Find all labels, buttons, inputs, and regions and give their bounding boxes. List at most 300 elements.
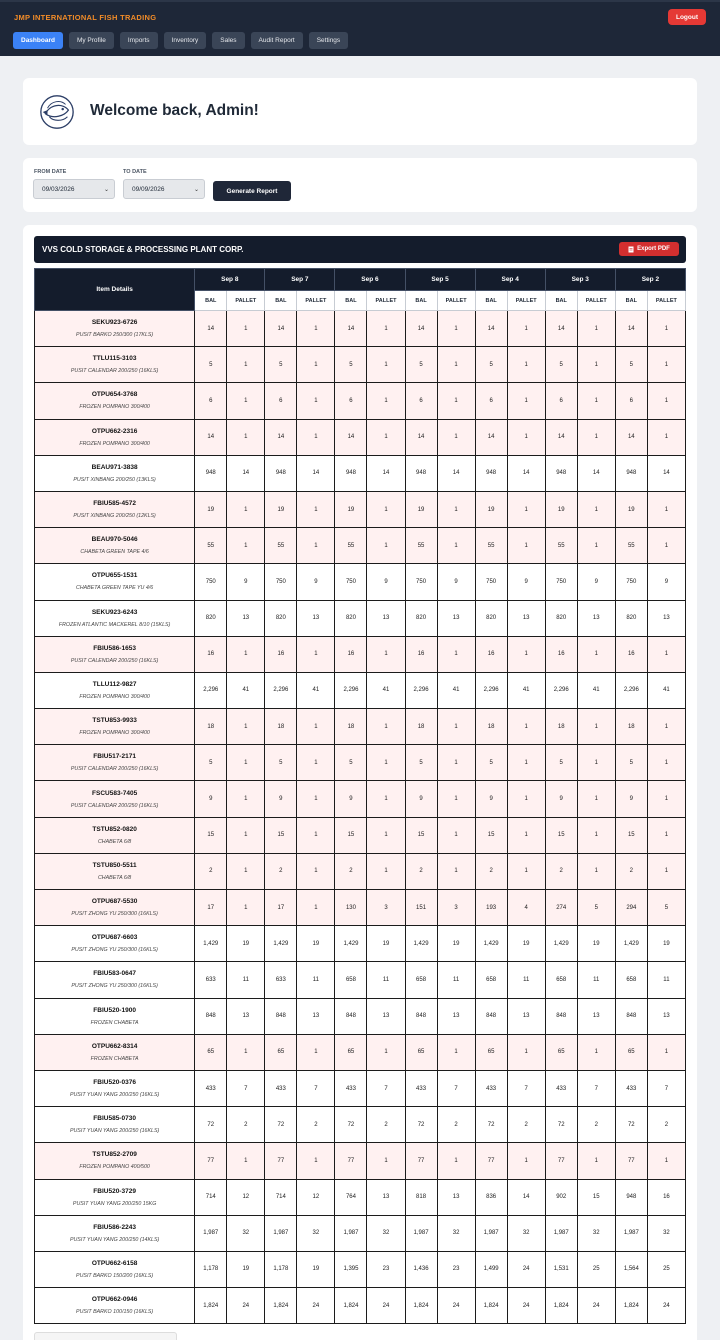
pallet-cell: 1 [437, 745, 475, 781]
pallet-cell: 1 [437, 1143, 475, 1179]
pallet-cell: 1 [507, 853, 545, 889]
nav-settings[interactable]: Settings [309, 32, 349, 49]
item-details-cell [35, 419, 195, 455]
pallet-cell: 13 [647, 998, 685, 1034]
bal-cell: 1,824 [265, 1288, 297, 1324]
pallet-subheader: PALLET [297, 291, 335, 311]
pallet-cell: 2 [507, 1107, 545, 1143]
bal-cell: 948 [615, 1179, 647, 1215]
welcome-heading: Welcome back, Admin! [90, 102, 259, 119]
table-row [35, 672, 686, 708]
pallet-cell: 1 [647, 347, 685, 383]
bal-cell: 5 [545, 347, 577, 383]
pallet-cell: 1 [507, 709, 545, 745]
pallet-cell: 1 [647, 853, 685, 889]
pallet-cell: 7 [437, 1070, 475, 1106]
bal-cell: 1,987 [335, 1215, 367, 1251]
item-description: PUSIT BARKO 250/300 (17KLS) [76, 332, 154, 339]
item-details-cell [35, 817, 195, 853]
item-code: FBIU583-0647 [93, 970, 136, 978]
pallet-cell: 1 [437, 709, 475, 745]
pallet-cell: 1 [367, 311, 405, 347]
pallet-cell: 11 [577, 962, 615, 998]
bal-cell: 948 [265, 455, 297, 491]
pallet-cell: 4 [507, 890, 545, 926]
pallet-cell: 7 [507, 1070, 545, 1106]
pallet-cell: 11 [507, 962, 545, 998]
pallet-cell: 1 [507, 383, 545, 419]
bal-cell: 6 [405, 383, 437, 419]
nav-imports[interactable]: Imports [120, 32, 158, 49]
pallet-cell: 1 [437, 528, 475, 564]
pallet-cell: 7 [227, 1070, 265, 1106]
pallet-cell: 13 [507, 998, 545, 1034]
date-filter-card [23, 158, 697, 212]
pallet-cell: 1 [577, 745, 615, 781]
bal-cell: 6 [335, 383, 367, 419]
bal-cell: 1,987 [405, 1215, 437, 1251]
item-description: CHABETA 6/8 [97, 874, 132, 881]
bal-subheader: BAL [405, 291, 437, 311]
bal-cell: 764 [335, 1179, 367, 1215]
item-description: PUSIT CALENDAR 200/250 (16KLS) [70, 368, 159, 375]
bal-cell: 750 [265, 564, 297, 600]
pallet-cell: 1 [297, 781, 335, 817]
bal-cell: 5 [545, 745, 577, 781]
pallet-cell: 2 [577, 1107, 615, 1143]
pallet-cell: 1 [367, 1034, 405, 1070]
pallet-cell: 13 [227, 600, 265, 636]
pallet-cell: 14 [507, 1179, 545, 1215]
bal-cell: 18 [265, 709, 297, 745]
pallet-cell: 1 [437, 817, 475, 853]
bal-cell: 65 [615, 1034, 647, 1070]
pallet-cell: 1 [297, 1143, 335, 1179]
fish-logo-icon [38, 93, 76, 131]
to-date-select[interactable] [123, 179, 205, 199]
table-row [35, 1107, 686, 1143]
pallet-cell: 1 [297, 890, 335, 926]
pallet-subheader: PALLET [227, 291, 265, 311]
pallet-cell: 1 [577, 311, 615, 347]
bal-cell: 18 [615, 709, 647, 745]
pallet-cell: 1 [227, 817, 265, 853]
export-pdf-label: Export PDF [637, 246, 670, 252]
bal-cell: 5 [335, 745, 367, 781]
item-description: FROZEN CHABETA [90, 1019, 139, 1026]
bal-cell: 433 [615, 1070, 647, 1106]
bal-cell: 2,296 [335, 672, 367, 708]
bal-cell: 14 [335, 311, 367, 347]
pallet-cell: 19 [577, 926, 615, 962]
bal-cell: 1,395 [335, 1251, 367, 1287]
item-description: CHABETA GREEN TAPE 4/6 [80, 549, 149, 556]
bal-cell: 948 [405, 455, 437, 491]
item-code: SEKU923-6243 [91, 608, 138, 616]
pallet-cell: 32 [297, 1215, 335, 1251]
pallet-cell: 32 [507, 1215, 545, 1251]
bal-cell: 72 [615, 1107, 647, 1143]
pallet-cell: 1 [577, 347, 615, 383]
item-code: SEKU923-6726 [91, 319, 138, 327]
pallet-cell: 1 [227, 636, 265, 672]
item-details-cell [35, 890, 195, 926]
item-details-cell [35, 1215, 195, 1251]
bal-cell: 1,824 [545, 1288, 577, 1324]
report-header [34, 236, 686, 263]
bal-cell: 6 [195, 383, 227, 419]
bal-cell: 6 [475, 383, 507, 419]
item-details-cell [35, 709, 195, 745]
pallet-cell: 1 [367, 853, 405, 889]
item-description: PUSIT YUAN YANG 200/250 15KG [72, 1200, 157, 1207]
pallet-cell: 1 [507, 817, 545, 853]
bal-cell: 714 [265, 1179, 297, 1215]
bal-cell: 948 [335, 455, 367, 491]
bal-cell: 5 [405, 745, 437, 781]
item-description: FROZEN POMPANO 400/500 [79, 1164, 150, 1171]
item-code: FBIU520-3729 [93, 1187, 136, 1195]
pallet-cell: 13 [437, 1179, 475, 1215]
pallet-cell: 32 [227, 1215, 265, 1251]
item-details-cell [35, 600, 195, 636]
pallet-subheader: PALLET [367, 291, 405, 311]
pallet-cell: 1 [297, 745, 335, 781]
item-description: PUSIT XINBANG 200/250 (13KLS) [73, 476, 156, 483]
item-code: OTPU687-5530 [91, 898, 138, 906]
bal-cell: 750 [545, 564, 577, 600]
pallet-cell: 19 [297, 1251, 335, 1287]
bal-cell: 750 [405, 564, 437, 600]
bal-cell: 433 [475, 1070, 507, 1106]
bal-cell: 1,564 [615, 1251, 647, 1287]
pallet-cell: 9 [577, 564, 615, 600]
item-code: TSTU852-0820 [92, 825, 137, 833]
date-column-header: Sep 2 [615, 269, 685, 291]
pallet-cell: 1 [647, 709, 685, 745]
pallet-cell: 1 [507, 311, 545, 347]
bal-cell: 77 [615, 1143, 647, 1179]
nav-audit-report[interactable]: Audit Report [251, 32, 303, 49]
bal-cell: 1,429 [615, 926, 647, 962]
pallet-cell: 14 [577, 455, 615, 491]
bal-cell: 9 [405, 781, 437, 817]
bal-cell: 14 [475, 419, 507, 455]
item-code: OTPU687-6603 [91, 934, 138, 942]
bal-cell: 633 [265, 962, 297, 998]
pallet-cell: 32 [647, 1215, 685, 1251]
bal-cell: 19 [195, 491, 227, 527]
bal-cell: 19 [405, 491, 437, 527]
table-row [35, 347, 686, 383]
pallet-cell: 2 [297, 1107, 335, 1143]
pallet-cell: 19 [367, 926, 405, 962]
pallet-cell: 13 [227, 998, 265, 1034]
pallet-cell: 1 [297, 419, 335, 455]
pallet-cell: 41 [507, 672, 545, 708]
pallet-cell: 1 [577, 709, 615, 745]
pallet-cell: 1 [507, 745, 545, 781]
item-code: OTPU655-1531 [91, 572, 138, 580]
bal-cell: 72 [545, 1107, 577, 1143]
table-row [35, 853, 686, 889]
pallet-cell: 1 [647, 383, 685, 419]
chevron-down-icon: ⌄ [103, 187, 109, 193]
pallet-cell: 1 [297, 709, 335, 745]
bal-cell: 15 [475, 817, 507, 853]
bal-cell: 14 [545, 311, 577, 347]
logout-button[interactable]: Logout [668, 9, 706, 25]
pallet-cell: 1 [437, 311, 475, 347]
pallet-cell: 19 [437, 926, 475, 962]
item-description: FROZEN POMPANO 300/400 [79, 693, 150, 700]
table-row [35, 1251, 686, 1287]
pallet-cell: 1 [227, 709, 265, 745]
bal-cell: 1,429 [545, 926, 577, 962]
pallet-cell: 1 [227, 1034, 265, 1070]
bal-cell: 1,429 [335, 926, 367, 962]
pallet-cell: 14 [367, 455, 405, 491]
bal-cell: 2,296 [615, 672, 647, 708]
pallet-cell: 1 [437, 853, 475, 889]
pallet-cell: 1 [227, 745, 265, 781]
pallet-cell: 41 [647, 672, 685, 708]
date-column-header: Sep 3 [545, 269, 615, 291]
pallet-cell: 1 [367, 383, 405, 419]
welcome-card [23, 78, 697, 145]
pallet-cell: 1 [367, 709, 405, 745]
item-details-cell [35, 564, 195, 600]
item-details-cell [35, 528, 195, 564]
pallet-cell: 11 [437, 962, 475, 998]
bal-cell: 55 [405, 528, 437, 564]
pallet-cell: 32 [367, 1215, 405, 1251]
table-row [35, 926, 686, 962]
bal-cell: 5 [265, 745, 297, 781]
pallet-cell: 1 [367, 781, 405, 817]
pallet-cell: 13 [367, 998, 405, 1034]
pallet-cell: 13 [577, 600, 615, 636]
bal-cell: 1,824 [615, 1288, 647, 1324]
bal-cell: 77 [545, 1143, 577, 1179]
table-row [35, 600, 686, 636]
bal-cell: 848 [545, 998, 577, 1034]
nav-my-profile[interactable]: My Profile [69, 32, 114, 49]
bal-cell: 16 [265, 636, 297, 672]
pallet-cell: 1 [577, 1143, 615, 1179]
pallet-cell: 2 [227, 1107, 265, 1143]
item-code: FBIU520-0376 [93, 1079, 136, 1087]
item-details-cell [35, 1179, 195, 1215]
item-code: TSTU850-5511 [92, 861, 137, 869]
pallet-cell: 1 [227, 890, 265, 926]
bal-cell: 1,987 [545, 1215, 577, 1251]
table-row [35, 1288, 686, 1324]
bal-cell: 14 [405, 311, 437, 347]
item-description: PUSIT CALENDAR 200/250 (16KLS) [70, 766, 159, 773]
pallet-cell: 11 [227, 962, 265, 998]
item-code: FBIU586-1653 [93, 644, 136, 652]
bal-cell: 2 [195, 853, 227, 889]
item-code: FBIU585-0730 [93, 1115, 136, 1123]
pallet-cell: 1 [647, 1143, 685, 1179]
pallet-cell: 1 [297, 528, 335, 564]
bal-cell: 15 [195, 817, 227, 853]
bal-cell: 16 [335, 636, 367, 672]
table-row [35, 890, 686, 926]
item-description: FROZEN POMPANO 300/400 [79, 730, 150, 737]
bal-cell: 55 [265, 528, 297, 564]
pallet-cell: 41 [367, 672, 405, 708]
pallet-cell: 1 [437, 781, 475, 817]
pallet-cell: 5 [577, 890, 615, 926]
nav-sales[interactable]: Sales [212, 32, 244, 49]
item-description: FROZEN CHABETA [90, 1055, 139, 1062]
export-pdf-button[interactable] [619, 242, 679, 256]
item-code: TTLU115-3103 [92, 355, 137, 363]
bal-cell: 14 [405, 419, 437, 455]
table-row [35, 564, 686, 600]
bal-cell: 77 [195, 1143, 227, 1179]
item-details-cell [35, 745, 195, 781]
bal-cell: 77 [335, 1143, 367, 1179]
pallet-cell: 1 [647, 745, 685, 781]
bal-cell: 1,499 [475, 1251, 507, 1287]
pallet-cell: 11 [367, 962, 405, 998]
pallet-cell: 14 [437, 455, 475, 491]
pallet-cell: 41 [227, 672, 265, 708]
bal-cell: 2,296 [195, 672, 227, 708]
bal-cell: 1,429 [265, 926, 297, 962]
bal-cell: 5 [615, 745, 647, 781]
pallet-cell: 13 [297, 998, 335, 1034]
bal-cell: 1,824 [195, 1288, 227, 1324]
item-details-cell [35, 1288, 195, 1324]
bal-cell: 1,824 [475, 1288, 507, 1324]
item-description: PUSIT BARKO 100/150 (16KLS) [76, 1309, 154, 1316]
pallet-cell: 1 [507, 528, 545, 564]
bal-cell: 15 [265, 817, 297, 853]
bal-cell: 658 [405, 962, 437, 998]
pallet-cell: 19 [297, 926, 335, 962]
item-description: PUSIT ZHONG YU 250/300 (16KLS) [71, 911, 158, 918]
table-row [35, 1179, 686, 1215]
pallet-cell: 1 [577, 1034, 615, 1070]
item-details-cell [35, 1034, 195, 1070]
bal-cell: 5 [615, 347, 647, 383]
item-details-cell [35, 1070, 195, 1106]
bal-cell: 18 [545, 709, 577, 745]
item-details-cell [35, 491, 195, 527]
pallet-cell: 1 [367, 528, 405, 564]
bal-cell: 1,987 [195, 1215, 227, 1251]
bal-cell: 1,824 [335, 1288, 367, 1324]
bal-cell: 19 [475, 491, 507, 527]
pallet-cell: 1 [647, 311, 685, 347]
pallet-cell: 1 [297, 817, 335, 853]
from-date-select[interactable] [33, 179, 115, 199]
bal-cell: 6 [615, 383, 647, 419]
bal-cell: 14 [615, 419, 647, 455]
pallet-cell: 1 [577, 383, 615, 419]
pallet-cell: 19 [227, 1251, 265, 1287]
table-row [35, 1143, 686, 1179]
from-date-label: FROM DATE [34, 169, 67, 175]
pallet-cell: 1 [577, 419, 615, 455]
bal-cell: 820 [405, 600, 437, 636]
pallet-cell: 24 [367, 1288, 405, 1324]
bal-cell: 848 [615, 998, 647, 1034]
table-row [35, 311, 686, 347]
date-column-header: Sep 4 [475, 269, 545, 291]
generate-report-button[interactable]: Generate Report [213, 181, 291, 201]
bal-cell: 65 [195, 1034, 227, 1070]
bal-cell: 820 [545, 600, 577, 636]
item-description: PUSIT YUAN YANG 200/250 (16KLS) [69, 1128, 160, 1135]
pallet-cell: 1 [577, 636, 615, 672]
top-navbar [0, 0, 720, 56]
bal-cell: 55 [545, 528, 577, 564]
pallet-cell: 1 [647, 491, 685, 527]
bal-cell: 5 [335, 347, 367, 383]
pallet-cell: 1 [297, 853, 335, 889]
pallet-cell: 1 [227, 311, 265, 347]
bal-cell: 2 [265, 853, 297, 889]
bal-cell: 9 [475, 781, 507, 817]
pallet-cell: 9 [647, 564, 685, 600]
bal-cell: 2 [545, 853, 577, 889]
bal-cell: 72 [335, 1107, 367, 1143]
bal-cell: 15 [615, 817, 647, 853]
main-nav [13, 32, 348, 49]
bal-cell: 5 [195, 745, 227, 781]
bal-cell: 2,296 [475, 672, 507, 708]
bal-subheader: BAL [265, 291, 297, 311]
pallet-cell: 1 [297, 636, 335, 672]
bal-cell: 77 [265, 1143, 297, 1179]
bal-cell: 1,429 [405, 926, 437, 962]
bal-cell: 18 [405, 709, 437, 745]
bal-cell: 1,824 [405, 1288, 437, 1324]
pallet-cell: 32 [577, 1215, 615, 1251]
pallet-cell: 1 [507, 636, 545, 672]
pallet-cell: 1 [437, 636, 475, 672]
bal-cell: 2,296 [545, 672, 577, 708]
nav-dashboard[interactable]: Dashboard [13, 32, 63, 49]
bal-cell: 848 [265, 998, 297, 1034]
pallet-cell: 1 [367, 419, 405, 455]
bal-cell: 848 [195, 998, 227, 1034]
pallet-cell: 1 [647, 781, 685, 817]
item-details-cell [35, 455, 195, 491]
item-description: PUSIT YUAN YANG 200/250 (16KLS) [69, 1092, 160, 1099]
item-description: FROZEN ATLANTIC MACKEREL 8/10 (15KLS) [58, 621, 171, 628]
table-row [35, 1034, 686, 1070]
pallet-cell: 41 [437, 672, 475, 708]
bal-cell: 9 [545, 781, 577, 817]
bal-cell: 274 [545, 890, 577, 926]
bal-cell: 433 [195, 1070, 227, 1106]
bal-cell: 55 [615, 528, 647, 564]
bal-cell: 948 [545, 455, 577, 491]
from-date-value: 09/03/2026 [42, 185, 75, 193]
bal-cell: 818 [405, 1179, 437, 1215]
pallet-cell: 14 [297, 455, 335, 491]
bal-cell: 151 [405, 890, 437, 926]
pallet-cell: 1 [227, 528, 265, 564]
pallet-cell: 13 [297, 600, 335, 636]
nav-inventory[interactable]: Inventory [164, 32, 207, 49]
